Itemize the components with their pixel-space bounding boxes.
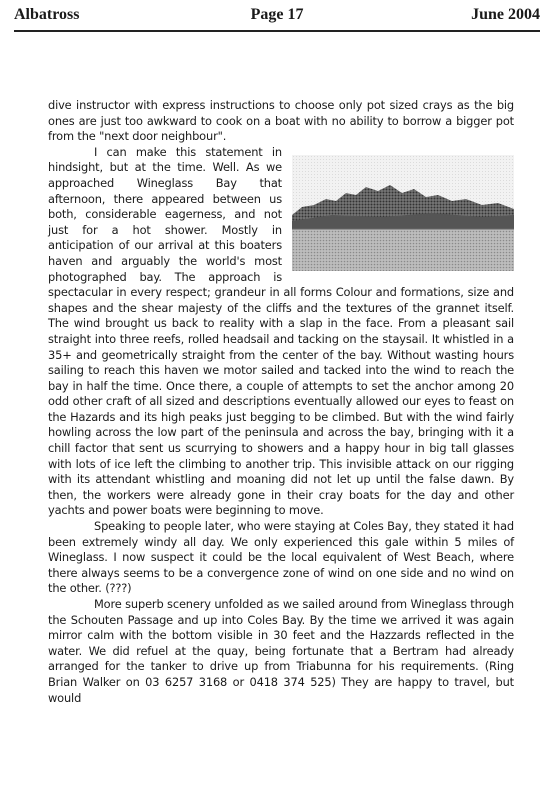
publication-name: Albatross: [14, 6, 80, 23]
paragraph-2: I can make this statement in hindsight, but at the time. Well. As we approached Wineglass Bay that afternoon, there appeared between us both, considerable eagerness, and not just for a hot shower. Mostly in anticipation of our arrival at this boaters haven and arguably the world's most photographed bay. The approach is spectacular in every respect; grandeur in all forms Colour and formations, size and shapes and the shear majesty of the cliffs and the textures of the grannet itself. The wind brought us back to reality with a slap in the face. From a pleasant sail straight into three reefs, rolled headsail and tacking on the staysail. It whistled in a 35+ and geometrically straight from the center of the bay. Without wasting hours sailing to reach this haven we motor sailed and tacked into the wind to reach the bay in half the time. Once there, a couple of attempts to set the anchor among 20 odd other craft of all sized and descriptions eventually allowed our eyes to feast on the Hazards and its high peaks just begging to be climbed. But with the wind fairly howling across the low part of the peninsula and across the bay, bringing with it a chill factor that sent us scurrying to showers and a happy hour in big tall glasses with lots of ice left the climbing to another trip. This invisible attack on our rigging with its attendant whistling and moaning did not let up until the false dawn. By then, the workers were already gone in their cray boats for the day and other yachts and power boats were beginning to move.: [48, 144, 514, 518]
bay-photo: [292, 155, 514, 271]
article-body: [48, 98, 514, 706]
paragraph-1: dive instructor with express instructions to choose only pot sized crays as the big ones are just too awkward to cook on a boat with no ability to borrow a bigger pot from the "next door neighbour".: [48, 98, 514, 144]
paragraph-3: Speaking to people later, who were staying at Coles Bay, they stated it had been extremely windy all day. We only experienced this gale within 5 miles of Wineglass. I now suspect it could be the local equivalent of West Beach, where there always seems to be a convergence zone of wind on one side and no wind on the other. (???): [48, 519, 514, 596]
page-header: [14, 4, 540, 32]
issue-date: June 2004: [471, 6, 540, 23]
paragraph-4: More superb scenery unfolded as we sailed around from Wineglass through the Schouten Passage and up into Coles Bay. By the time we arrived it was again mirror calm with the bottom visible in 30 feet and the Hazzards reflected in the water. We did refuel at the quay, being fortunate that a Bertram had already arranged for the tanker to drive up from Triabunna for his requirements. (Ring Brian Walker on 03 6257 3168 or 0418 374 525) They are happy to travel, but would: [48, 597, 514, 705]
page-number: Page 17: [250, 6, 304, 23]
